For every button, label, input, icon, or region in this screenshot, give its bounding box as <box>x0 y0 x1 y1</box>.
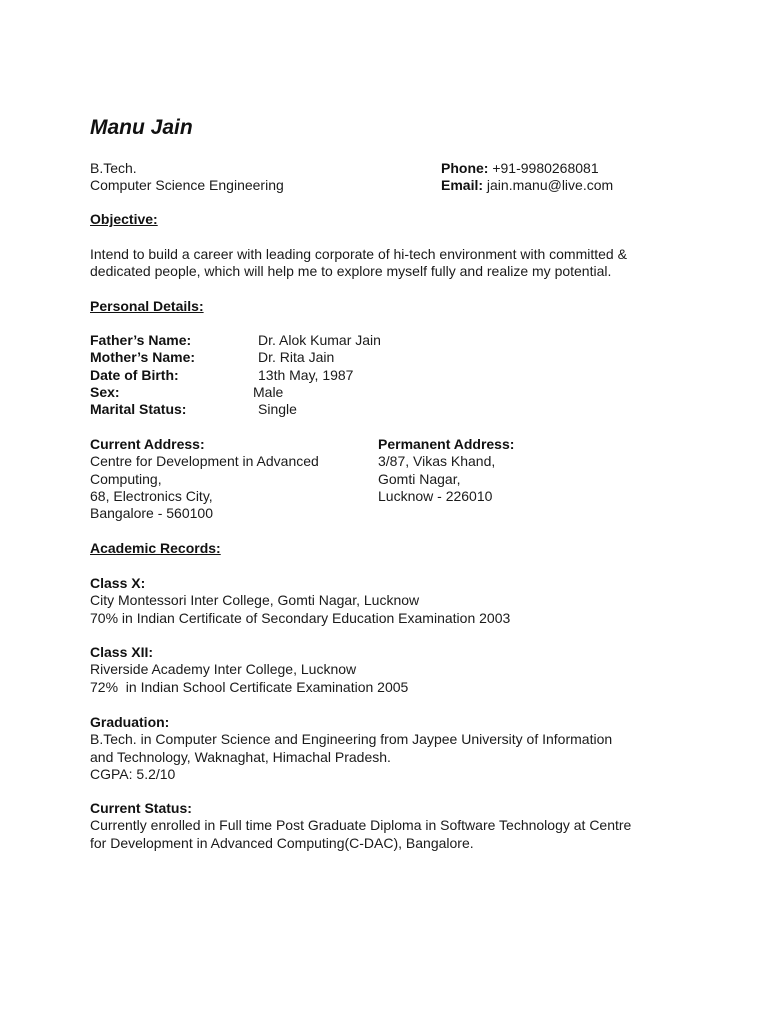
record-line: Riverside Academy Inter College, Lucknow <box>90 661 357 678</box>
address-line: Computing, <box>90 470 162 487</box>
current-address <box>90 436 319 522</box>
address-line: Lucknow - 226010 <box>378 487 493 504</box>
current-status-section <box>90 800 631 852</box>
candidate-name: Manu Jain <box>90 116 193 139</box>
marital-status-value: Single <box>258 401 297 417</box>
record-line: 70% in Indian Certificate of Secondary Education Examination 2003 <box>90 609 511 626</box>
academic-records-heading: Academic Records: <box>90 540 221 556</box>
objective-line: dedicated people, which will help me to explore myself fully and realize my potential. <box>90 263 612 280</box>
record-line: for Development in Advanced Computing(C-DAC), Bangalore. <box>90 834 474 851</box>
dob-value: 13th May, 1987 <box>258 367 354 383</box>
phone-label: Phone: <box>441 160 489 176</box>
personal-details-heading: Personal Details: <box>90 298 204 314</box>
permanent-address <box>378 436 514 505</box>
objective-line: Intend to build a career with leading corporate of hi-tech environment with committed & <box>90 246 627 262</box>
phone-value: +91-9980268081 <box>492 160 599 176</box>
class-xii-section <box>90 644 408 696</box>
record-line: and Technology, Waknaghat, Himachal Pradesh. <box>90 748 391 765</box>
address-line: Gomti Nagar, <box>378 470 461 487</box>
graduation-section <box>90 714 612 783</box>
objective-heading: Objective: <box>90 211 158 227</box>
email-line <box>441 177 613 194</box>
record-line: 72% in Indian School Certificate Examination 2005 <box>90 678 409 695</box>
class-x-heading: Class X: <box>90 575 146 591</box>
record-line: City Montessori Inter College, Gomti Nagar, Lucknow <box>90 592 420 609</box>
record-line: B.Tech. in Computer Science and Engineering from Jaypee University of Information <box>90 731 613 748</box>
fathers-name-value: Dr. Alok Kumar Jain <box>258 332 381 348</box>
address-line: Bangalore - 560100 <box>90 505 213 522</box>
current-address-heading: Current Address: <box>90 436 205 452</box>
branch: Computer Science Engineering <box>90 177 284 193</box>
current-status-heading: Current Status: <box>90 800 192 816</box>
mothers-name-value: Dr. Rita Jain <box>258 349 335 365</box>
permanent-address-heading: Permanent Address: <box>378 436 515 452</box>
objective-text <box>90 246 627 281</box>
fathers-name-label: Father’s Name: <box>90 332 192 348</box>
address-line: 3/87, Vikas Khand, <box>378 453 496 470</box>
class-x-section <box>90 575 510 627</box>
dob-label: Date of Birth: <box>90 367 179 383</box>
email-label: Email: <box>441 177 484 193</box>
sex-label: Sex: <box>90 384 120 400</box>
mothers-name-label: Mother’s Name: <box>90 349 196 365</box>
sex-value: Male <box>253 384 284 400</box>
degree: B.Tech. <box>90 160 137 176</box>
graduation-heading: Graduation: <box>90 714 170 730</box>
record-line: Currently enrolled in Full time Post Graduate Diploma in Software Technology at Centre <box>90 817 632 834</box>
address-line: 68, Electronics City, <box>90 487 213 504</box>
phone-line <box>441 160 599 177</box>
class-xii-heading: Class XII: <box>90 644 154 660</box>
record-line: CGPA: 5.2/10 <box>90 765 176 782</box>
email-value: jain.manu@live.com <box>486 177 614 193</box>
marital-status-label: Marital Status: <box>90 401 187 417</box>
address-line: Centre for Development in Advanced <box>90 453 319 470</box>
